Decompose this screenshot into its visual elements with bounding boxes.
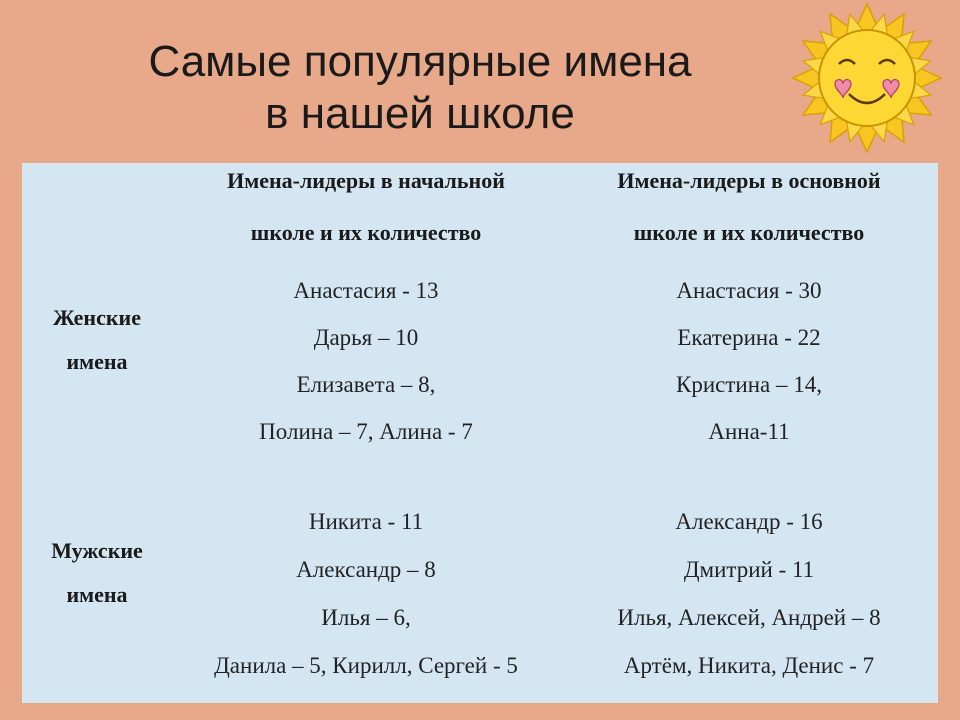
smiling-sun-icon <box>792 0 942 160</box>
list-item: Никита - 11 <box>308 509 424 534</box>
title-line-2: в нашей школе <box>265 89 575 138</box>
header-main-school <box>560 155 938 259</box>
page-title <box>120 36 720 140</box>
list-item: Анастасия - 13 <box>293 278 439 303</box>
female-label-line-2: имена <box>66 349 128 374</box>
list-item: Дмитрий - 11 <box>683 557 815 582</box>
row-label-female <box>22 296 172 384</box>
list-item: Александр – 8 <box>296 557 436 582</box>
cell-male-main <box>560 498 938 690</box>
header-primary-school <box>172 155 560 259</box>
list-item: Екатерина - 22 <box>677 325 821 350</box>
list-item: Дарья – 10 <box>313 325 419 350</box>
male-label-line-2: имена <box>66 582 128 607</box>
title-line-1: Самые популярные имена <box>148 37 692 86</box>
header-main-line-1: Имена-лидеры в основной <box>617 168 881 193</box>
header-primary-line-1: Имена-лидеры в начальной <box>227 168 505 193</box>
female-label-line-1: Женские <box>53 305 141 330</box>
list-item: Данила – 5, Кирилл, Сергей - 5 <box>214 653 518 678</box>
header-main-line-2: школе и их количество <box>633 220 865 245</box>
cell-male-primary <box>172 498 560 690</box>
list-item: Илья, Алексей, Андрей – 8 <box>617 605 881 630</box>
list-item: Кристина – 14, <box>676 372 822 397</box>
list-item: Илья – 6, <box>321 605 411 630</box>
cell-female-primary <box>172 267 560 455</box>
row-label-male <box>22 529 172 617</box>
list-item: Елизавета – 8, <box>296 372 436 397</box>
list-item: Анастасия - 30 <box>676 278 822 303</box>
list-item: Александр - 16 <box>675 509 823 534</box>
list-item: Артём, Никита, Денис - 7 <box>623 653 875 678</box>
names-table <box>22 163 938 703</box>
list-item: Анна-11 <box>708 419 790 444</box>
header-primary-line-2: школе и их количество <box>250 220 482 245</box>
list-item: Полина – 7, Алина - 7 <box>259 419 473 444</box>
male-label-line-1: Мужские <box>51 538 143 563</box>
cell-female-main <box>560 267 938 455</box>
